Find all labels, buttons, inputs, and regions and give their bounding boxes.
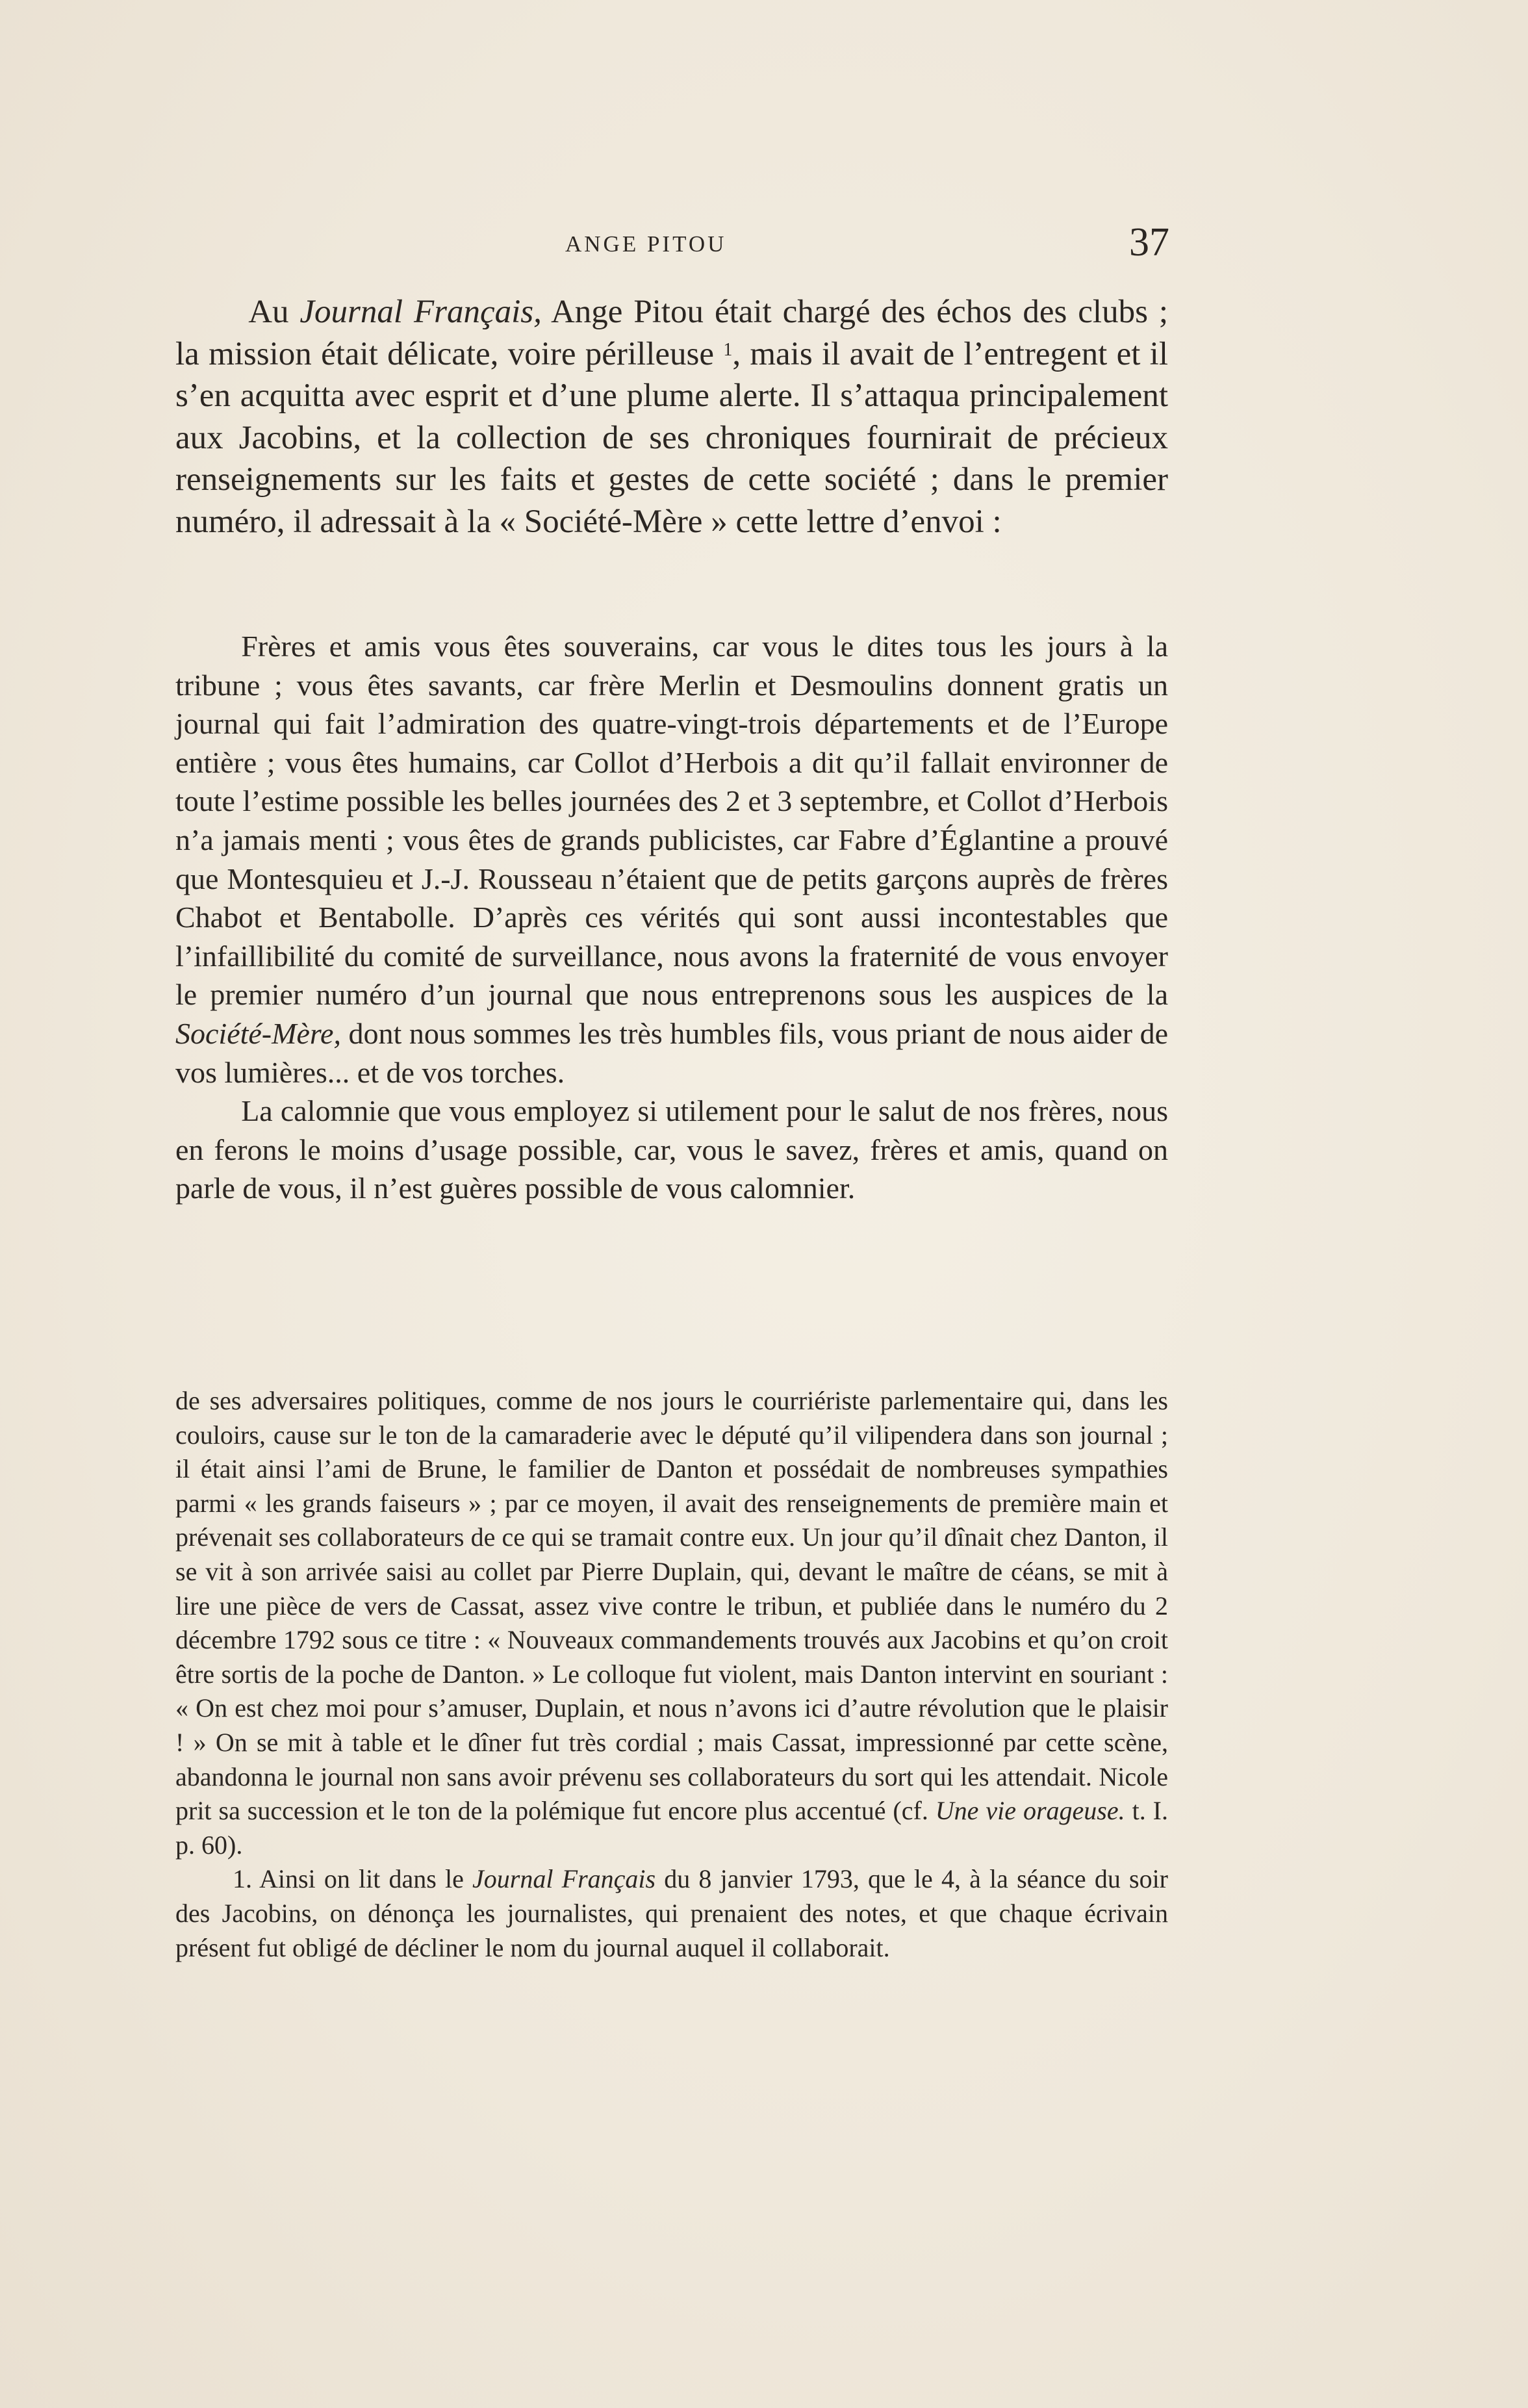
footnotes [175,1384,1168,1965]
text-run: Au [248,294,300,330]
running-title: ANGE PITOU [565,231,727,257]
running-head [175,220,1169,278]
body-paragraph [175,291,1168,543]
text-run: Ange Pitou était chargé des échos des clubs ; la mission était délicate, voire périlleuse [175,294,1168,372]
text-run: du 8 janvier 1793, que le 4, à la séance du soir des Jacobins, on dénonça les journalistes, qui prenaient des notes, et que chaque écrivain présent fut obligé de décliner le nom du journal auquel il collaborait. [175,1864,1168,1962]
journal-title-italic: Journal Français [472,1864,656,1894]
quoted-letter [175,627,1168,1208]
text-run: Frères et amis vous êtes souverains, car vous le dites tous les jours à la tribune ; vous êtes savants, car frère Merlin et Desmoulins donnent gratis un journal qui fait l’admiration des quatre-vingt-trois départements et de l’Europe entière ; vous êtes humains, car Collot d’Herbois a dit qu’il fallait environner de toute l’estime possible les belles journées des 2 et 3 septembre, et Collot d’Herbois n’a jamais menti ; vous êtes de grands publicistes, car Fabre d’Églantine a prouvé que Montesquieu et J.-J. Rousseau n’étaient que de petits garçons auprès de frères Chabot et Bentabolle. D’après ces vérités qui sont aussi incontestables que l’infaillibilité du comité de surveillance, nous avons la fraternité de vous envoyer le premier numéro d’un journal que nous entreprenons sous les auspices de la [175,630,1168,1012]
text-run: dont nous sommes les très humbles fils, vous priant de nous aider de vos lumières... et de vos torches. [175,1016,1168,1089]
text-run: , mais il avait de l’entregent et il s’en acquitta avec esprit et d’une plume alerte. Il s’attaqua principalement aux Jacobins, et la collection de ses chroniques fournirait de précieux renseignements sur les faits et gestes de cette société ; dans le premier numéro, il adressait à la « Société-Mère » cette lettre d’envoi : [175,335,1168,540]
text-run: 1. Ainsi on lit dans le [233,1864,473,1894]
text-run: de ses adversaires politiques, comme de nos jours le courriériste parlementaire qui, dans les couloirs, cause sur le ton de la camaraderie avec le député qu’il vilipendera dans son journal ; il était ainsi l’ami de Brune, le familier de Danton et possédait de nombreuses sympathies parmi « les grands faiseurs » ; par ce moyen, il avait des renseignements de première main et prévenait ses collaborateurs de ce qui se tramait contre eux. Un jour qu’il dînait chez Danton, il se vit à son arrivée saisi au collet par Pierre Duplain, qui, devant le maître de céans, se mit à lire une pièce de vers de Cassat, assez vive contre le tribun, et publiée dans le numéro du 2 décembre 1792 sous ce titre : « Nouveaux commandements trouvés aux Jacobins et qu’on croit être sortis de la poche de Danton. » Le colloque fut violent, mais Danton intervint en souriant : « On est chez moi pour s’amuser, Duplain, et nous n’avons ici d’autre révolution que le plaisir ! » On se mit à table et le dîner fut très cordial ; mais Cassat, impressionné par cette scène, abandonna le journal non sans avoir prévenu ses collaborateurs du sort qui les attendait. Nicole prit sa succession et le ton de la polémique fut encore plus accentué (cf. [175,1386,1168,1826]
book-title-italic: Une vie orageuse. [935,1796,1125,1826]
text-run: t. I. p. 60). [175,1796,1168,1860]
quote-paragraph-1 [175,627,1168,1092]
societe-mere-italic: Société-Mère, [175,1016,341,1050]
journal-title-italic: Journal Français, [299,294,542,330]
footnote-ref-1: 1 [723,339,733,360]
footnote-1 [175,1862,1168,1965]
main-paragraph [175,291,1168,543]
footnote-continuation [175,1384,1168,1862]
quote-paragraph-2: La calomnie que vous employez si utilement pour le salut de nos frères, nous en ferons le moins d’usage possible, car, vous le savez, frères et amis, quand on parle de vous, il n’est guères possible de vous calomnier. [175,1094,1168,1205]
page-number: 37 [1129,220,1169,264]
